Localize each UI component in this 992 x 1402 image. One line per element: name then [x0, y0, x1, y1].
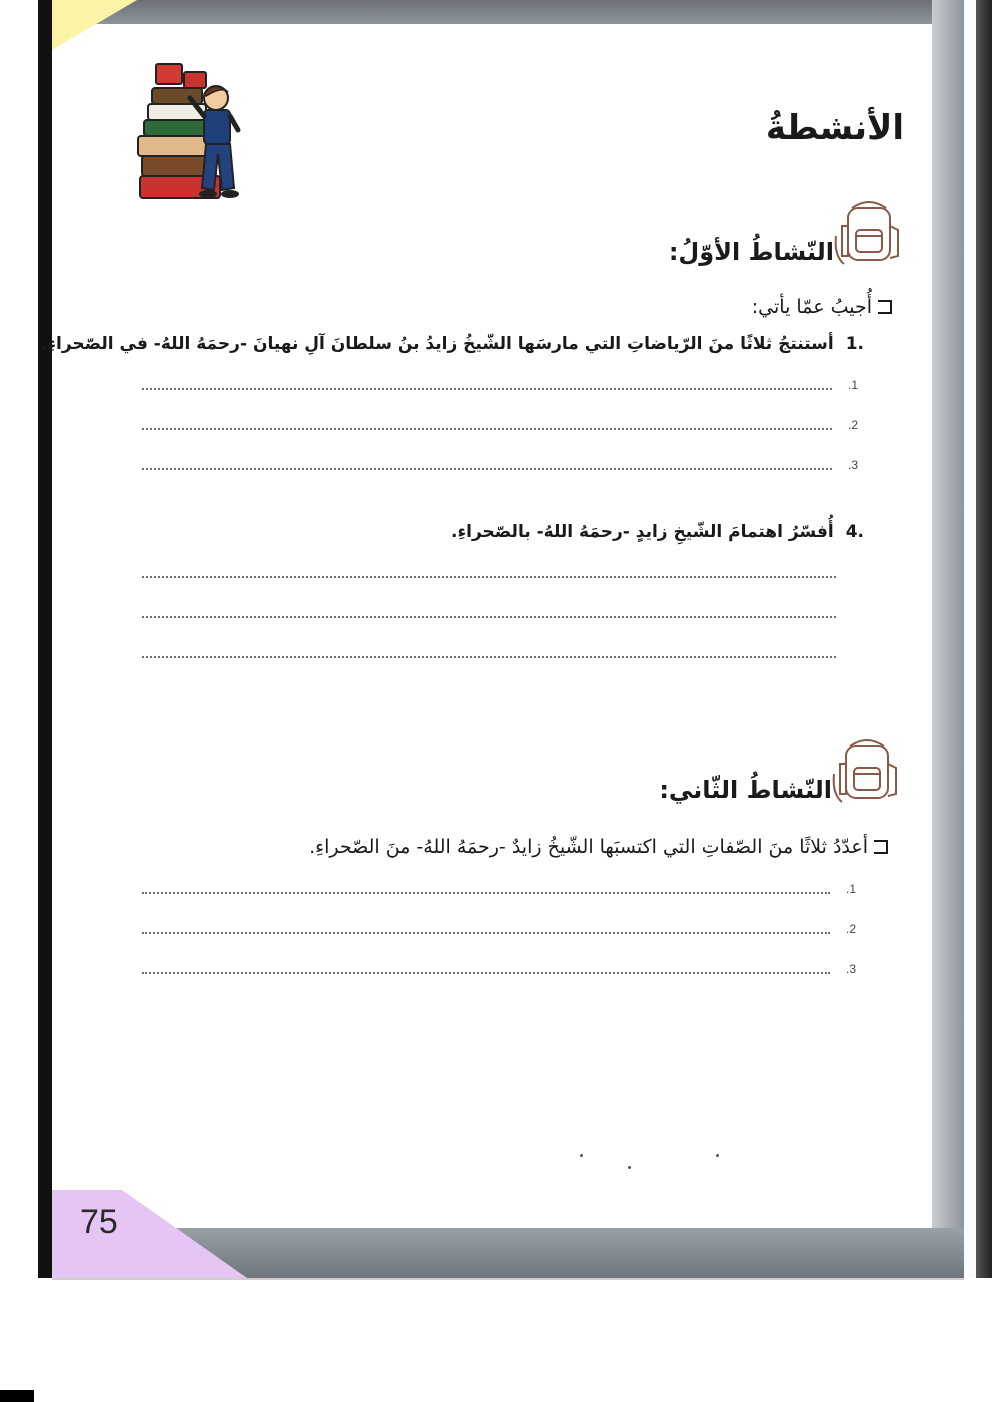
answer-line-number: .3: [846, 962, 857, 976]
answer-line-number: .1: [846, 882, 857, 896]
answer-line[interactable]: [142, 428, 832, 430]
speck: [580, 1154, 583, 1157]
question-1-number: .1: [845, 334, 864, 354]
activity1-instruction: [752, 296, 892, 318]
answer-line-number: .2: [848, 418, 859, 432]
backpack-icon: [832, 734, 902, 806]
page-number-tab-slant: [122, 1190, 247, 1278]
activity2-heading: النّشاطُ الثّاني:: [659, 776, 832, 804]
answer-line-number: .1: [848, 378, 859, 392]
answer-line[interactable]: [142, 576, 836, 578]
right-page-edge: [964, 0, 976, 1290]
question-4-number: .4: [845, 522, 864, 542]
speck: [628, 1166, 631, 1169]
checkbox-bullet-icon: [878, 300, 892, 314]
answer-line[interactable]: [142, 932, 830, 934]
book-spine-edge: [38, 0, 52, 1290]
scan-corner: [0, 1390, 34, 1402]
answer-line-number: .2: [846, 922, 857, 936]
answer-line[interactable]: [142, 972, 830, 974]
answer-line[interactable]: [142, 616, 836, 618]
question-1-text: أستنتجُ ثلاثًا منَ الرّياضاتِ التي مارسَها الشّيخُ زايدُ بنُ سلطانَ آلِ نهيانَ -رحمَهُ اللهُ- في الصّحراءِ.: [40, 334, 834, 354]
backpack-icon: [834, 196, 904, 268]
top-corner-accent: [52, 0, 137, 50]
right-dark-edge: [976, 0, 992, 1290]
question-4: [451, 522, 864, 542]
activity1-instruction-text: أُجيبُ عمّا يأتي:: [751, 296, 872, 318]
boy-with-books-illustration: [134, 58, 256, 204]
answer-line[interactable]: [142, 388, 832, 390]
activity1-heading: النّشاطُ الأوّلُ:: [668, 238, 834, 266]
checkbox-bullet-icon: [874, 840, 888, 854]
activity2-instruction: [309, 836, 888, 858]
next-page-area: [0, 1278, 992, 1402]
page-title: الأنشطةُ: [765, 108, 904, 148]
answer-line[interactable]: [142, 656, 836, 658]
question-4-text: أُفسّرُ اهتمامَ الشّيخِ زايدٍ -رحمَهُ اللهُ- بالصّحراءِ.: [451, 522, 834, 542]
page-divider: [52, 1278, 964, 1280]
answer-line[interactable]: [142, 892, 830, 894]
answer-line[interactable]: [142, 468, 832, 470]
right-band: [932, 0, 964, 1290]
activity2-instruction-text: أعدّدُ ثلاثًا منَ الصّفاتِ التي اكتسبَها الشّيخُ زايدٌ -رحمَهُ اللهُ- منَ الصّحراءِ.: [309, 836, 868, 858]
page-number: 75: [80, 1203, 118, 1241]
speck: [716, 1154, 719, 1157]
question-1: [41, 334, 864, 354]
top-band: [52, 0, 962, 24]
answer-line-number: .3: [848, 458, 859, 472]
